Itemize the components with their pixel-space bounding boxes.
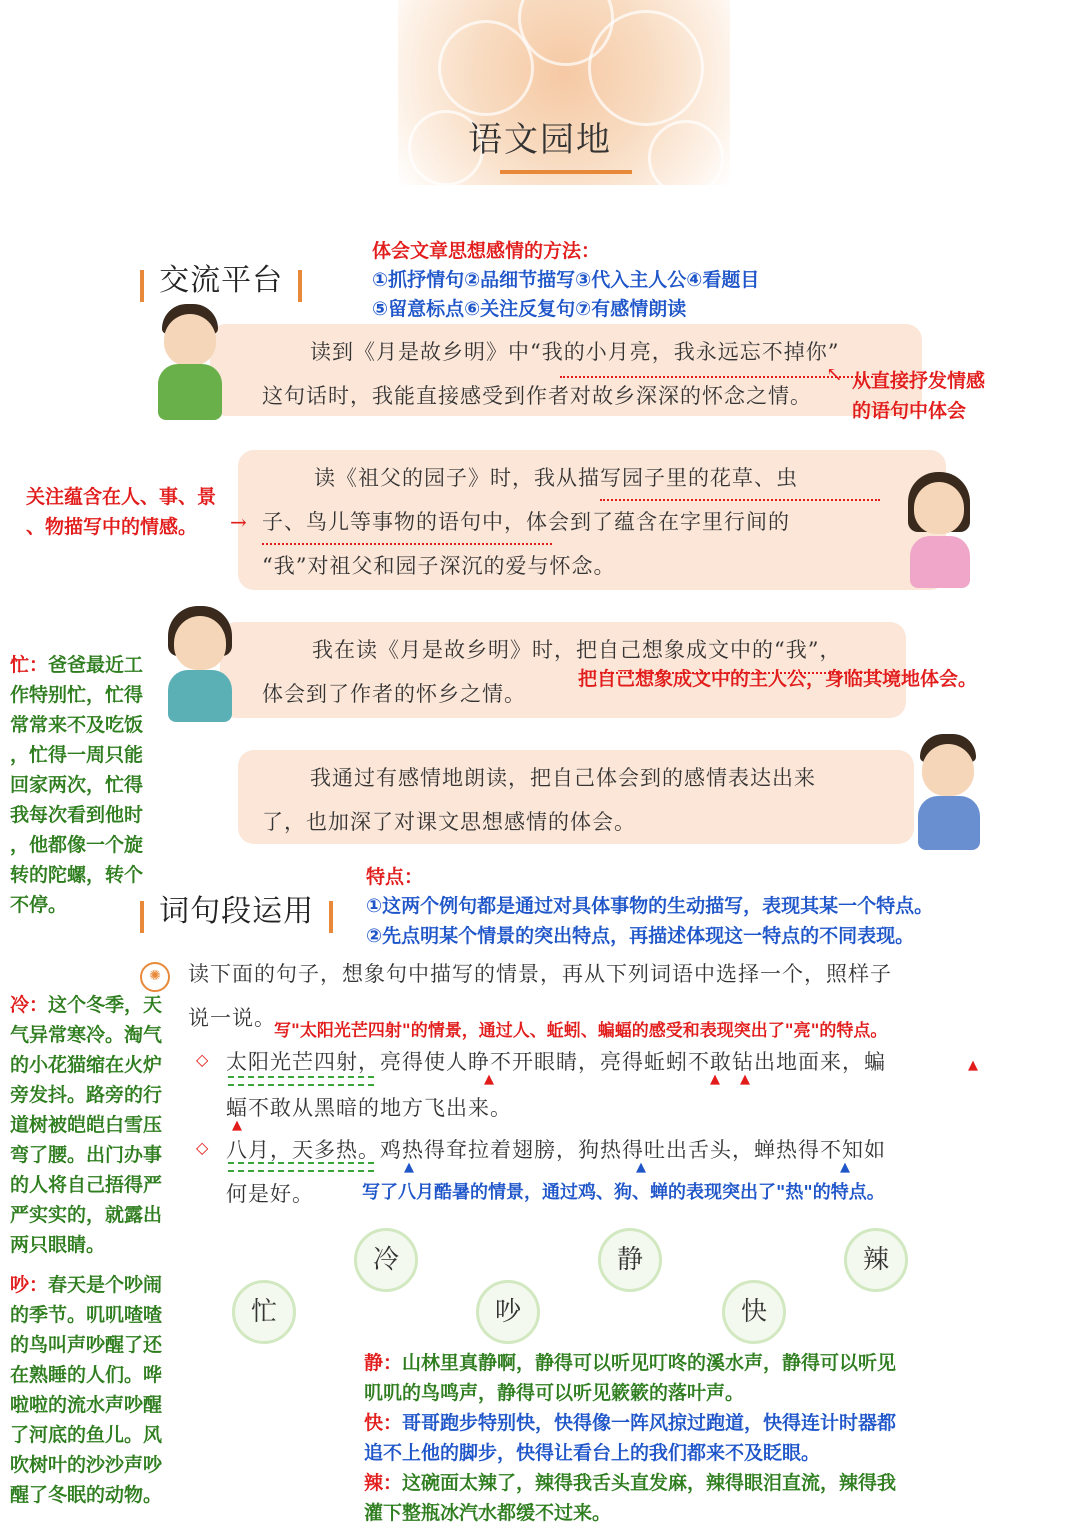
bubble-4-line-1: 我通过有感情地朗读，把自己体会到的感情表达出来 — [310, 766, 816, 790]
marker-triangle-blue: ▲ — [636, 1160, 646, 1175]
note-scene-emotion-2: 、物描写中的情感。 — [26, 516, 198, 538]
title-bar-left — [140, 901, 144, 933]
marker-triangle: ▲ — [968, 1058, 978, 1073]
side-note-cold: 冷：这个冬季，天 气异常寒冷。淘气 的小花猫缩在火炉 旁发抖。路旁的行 道树被皑皑白雪压 弯了腰。出门办事 的人将自己捂得严 严实实的，就露出 两只眼睛。 — [10, 994, 163, 1256]
side-note-noisy: 吵：春天是个吵闹 的季节。叽叽喳喳 的鸟叫声吵醒了还 在熟睡的人们。哗 啦啦的流水声吵醒 了河底的鱼儿。风 吹树叶的沙沙声吵 醒了冬眠的动物。 — [10, 1274, 163, 1506]
bubble-4-line-2: 了，也加深了对课文思想感情的体会。 — [262, 810, 636, 834]
arrow-right-icon: → — [230, 510, 247, 534]
note-scene-emotion-1: 关注蕴含在人、事、景 — [26, 486, 217, 508]
diamond-icon: ◇ — [196, 1050, 209, 1069]
girl-pointing-illustration — [900, 470, 980, 590]
boy-thinking-illustration — [150, 302, 230, 422]
marker-triangle-blue: ▲ — [840, 1160, 850, 1175]
example-2-line-1: 八月，天多热。鸡热得耷拉着翅膀，狗热得吐出舌头，蝉热得不知如 — [226, 1138, 886, 1162]
word-cold: 冷 — [354, 1228, 418, 1292]
wavy-underline-birds — [262, 539, 552, 545]
double-underline-august — [228, 1162, 374, 1172]
answer-fast: 快：哥哥跑步特别快，快得像一阵风掠过跑道，快得连计时器都 追不上他的脚步，快得让看台上的我们都来不及眨眼。 — [364, 1412, 897, 1464]
instruction-line-1: 读下面的句子，想象句中描写的情景，再从下列词语中选择一个，照样子 — [188, 962, 892, 986]
word-noisy: 吵 — [476, 1280, 540, 1344]
section-title-exchange: 交流平台 — [140, 255, 302, 302]
title-bar-right — [298, 270, 302, 302]
bubble-3-line-1: 我在读《月是故乡明》时，把自己想象成文中的“我”， — [312, 638, 842, 662]
feature-line-1: ①这两个例句都是通过对具体事物的生动描写，表现其某一个特点。 — [366, 895, 934, 917]
method-heading: 体会文章思想感情的方法： — [372, 240, 601, 262]
instruction-line-2: 说一说。 — [188, 1006, 276, 1030]
wavy-underline-flowers — [600, 495, 880, 501]
arrow-icon: ↖ — [826, 362, 843, 386]
word-spicy: 辣 — [844, 1228, 908, 1292]
title-bar-left — [140, 270, 144, 302]
note-direct-emotion-2: 的语句中体会 — [852, 400, 967, 422]
diamond-icon: ◇ — [196, 1138, 209, 1157]
title-underline — [500, 170, 632, 174]
marker-triangle: ▲ — [710, 1072, 720, 1087]
bubble-1-line-2: 这句话时，我能直接感受到作者对故乡深深的怀念之情。 — [262, 384, 812, 408]
side-note-busy: 忙：爸爸最近工 作特别忙，忙得 常常来不及吃饭 ，忙得一周只能 回家两次，忙得 我每次看到他时 ，他都像一个旋 转的陀螺，转个 不停。 — [10, 654, 144, 916]
method-line-2: ⑤留意标点⑥关注反复句⑦有感情朗读 — [372, 298, 687, 320]
marker-triangle: ▲ — [232, 1118, 242, 1133]
word-busy: 忙 — [232, 1280, 296, 1344]
note-hot: 写了八月酷暑的情景，通过鸡、狗、蝉的表现突出了"热"的特点。 — [362, 1182, 885, 1203]
example-1-line-2: 蝠不敢从黑暗的地方飞出来。 — [226, 1096, 512, 1120]
answer-spicy: 辣：这碗面太辣了，辣得我舌头直发麻，辣得眼泪直流，辣得我 灌下整瓶冰汽水都缓不过来。 — [364, 1472, 897, 1524]
title-bar-right — [329, 901, 333, 933]
section-title-usage: 词句段运用 — [140, 886, 333, 933]
marker-triangle: ▲ — [740, 1072, 750, 1087]
answer-quiet: 静：山林里真静啊，静得可以听见叮咚的溪水声，静得可以听见 叽叽的鸟鸣声，静得可以听见簌簌的落叶声。 — [364, 1352, 897, 1404]
bubble-1-line-1: 读到《月是故乡明》中“我的小月亮，我永远忘不掉你” — [310, 340, 840, 364]
example-2-line-2: 何是好。 — [226, 1182, 314, 1206]
note-imagine-self: 把自己想象成文中的主人公，身临其境地体会。 — [578, 668, 978, 690]
bubble-2-line-3: “我”对祖父和园子深沉的爱与怀念。 — [262, 554, 616, 578]
marker-triangle: ▲ — [484, 1072, 494, 1087]
note-direct-emotion-1: 从直接抒发情感 — [852, 370, 986, 392]
method-line-1: ①抓抒情句②品细节描写③代入主人公④看题目 — [372, 269, 760, 291]
double-underline-sun — [228, 1076, 374, 1086]
boy-waving-illustration — [906, 732, 992, 852]
example-1-line-1: 太阳光芒四射，亮得使人睁不开眼睛，亮得蚯蚓不敢钻出地面来，蝙 — [226, 1050, 886, 1074]
word-fast: 快 — [722, 1280, 786, 1344]
bubble-2-line-2: 子、鸟儿等事物的语句中，体会到了蕴含在字里行间的 — [262, 510, 790, 534]
feature-heading: 特点： — [366, 866, 424, 888]
note-bright: 写"太阳光芒四射"的情景，通过人、蚯蚓、蝙蝠的感受和表现突出了"亮"的特点。 — [274, 1021, 888, 1041]
feature-line-2: ②先点明某个情景的突出特点，再描述体现这一特点的不同表现。 — [366, 925, 915, 947]
bubble-2-line-1: 读《祖父的园子》时，我从描写园子里的花草、虫 — [314, 466, 798, 490]
page-title: 语文园地 — [468, 120, 612, 160]
bubble-3-line-2: 体会到了作者的怀乡之情。 — [262, 682, 526, 706]
word-quiet: 静 — [598, 1228, 662, 1292]
reading-icon: ✺ — [140, 962, 170, 992]
marker-triangle-blue: ▲ — [404, 1160, 414, 1175]
